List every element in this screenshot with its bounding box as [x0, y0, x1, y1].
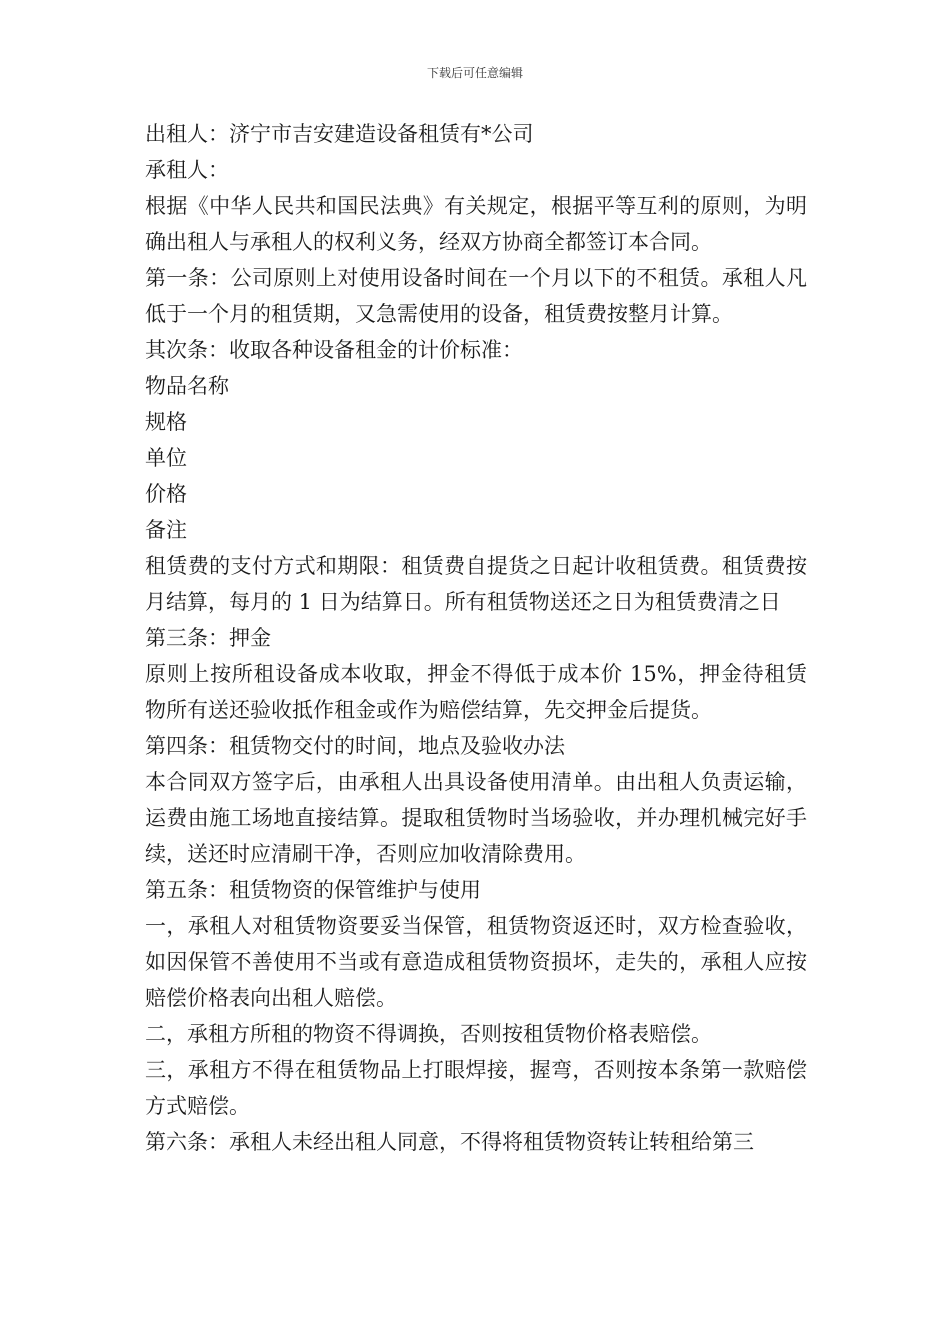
document-body: [145, 116, 807, 1160]
article-3-heading: 第三条：押金: [145, 626, 271, 650]
preamble-paragraph: 根据《中华人民共和国民法典》有关规定，根据平等互利的原则，为明确出租人与承租人的权利义务，经双方协商全都签订本合同。: [145, 194, 807, 254]
pricing-field-item-name: 物品名称: [145, 374, 229, 398]
deposit-paragraph: 原则上按所租设备成本收取，押金不得低于成本价 15%，押金待租赁物所有送还验收抵作租金或作为赔偿结算，先交押金后提货。: [145, 662, 807, 722]
article-6-paragraph: 第六条：承租人未经出租人同意，不得将租赁物资转让转租给第三: [145, 1130, 754, 1154]
pricing-field-remarks: 备注: [145, 518, 187, 542]
article-2-heading: 其次条：收取各种设备租金的计价标准：: [145, 338, 523, 362]
payment-terms-paragraph: 租赁费的支付方式和期限：租赁费自提货之日起计收租赁费。租赁费按月结算，每月的 1 日为结算日。所有租赁物送还之日为租赁费清之日: [145, 554, 807, 614]
lessor-line: 出租人：济宁市吉安建造设备租赁有*公司: [145, 122, 534, 146]
article-4-heading: 第四条：租赁物交付的时间，地点及验收办法: [145, 734, 565, 758]
article-5-clause-1: 一，承租人对租赁物资要妥当保管，租赁物资返还时，双方检查验收，如因保管不善使用不当或有意造成租赁物资损坏，走失的，承租人应按赔偿价格表向出租人赔偿。: [145, 914, 807, 1010]
pricing-field-price: 价格: [145, 482, 187, 506]
lessee-line: 承租人：: [145, 158, 229, 182]
article-5-clause-2: 二，承租方所租的物资不得调换，否则按租赁物价格表赔偿。: [145, 1022, 712, 1046]
article-5-clause-3: 三，承租方不得在租赁物品上打眼焊接，握弯，否则按本条第一款赔偿方式赔偿。: [145, 1058, 807, 1118]
pricing-field-unit: 单位: [145, 446, 187, 470]
article-5-heading: 第五条：租赁物资的保管维护与使用: [145, 878, 481, 902]
page-header: 下载后可任意编辑: [426, 66, 523, 80]
article-1-paragraph: 第一条：公司原则上对使用设备时间在一个月以下的不租赁。承租人凡低于一个月的租赁期，又急需使用的设备，租赁费按整月计算。: [145, 266, 807, 326]
delivery-paragraph: 本合同双方签字后，由承租人出具设备使用清单。由出租人负责运输，运费由施工场地直接结算。提取租赁物时当场验收，并办理机械完好手续，送还时应清刷干净，否则应加收清除费用。: [145, 770, 807, 866]
pricing-field-spec: 规格: [145, 410, 187, 434]
